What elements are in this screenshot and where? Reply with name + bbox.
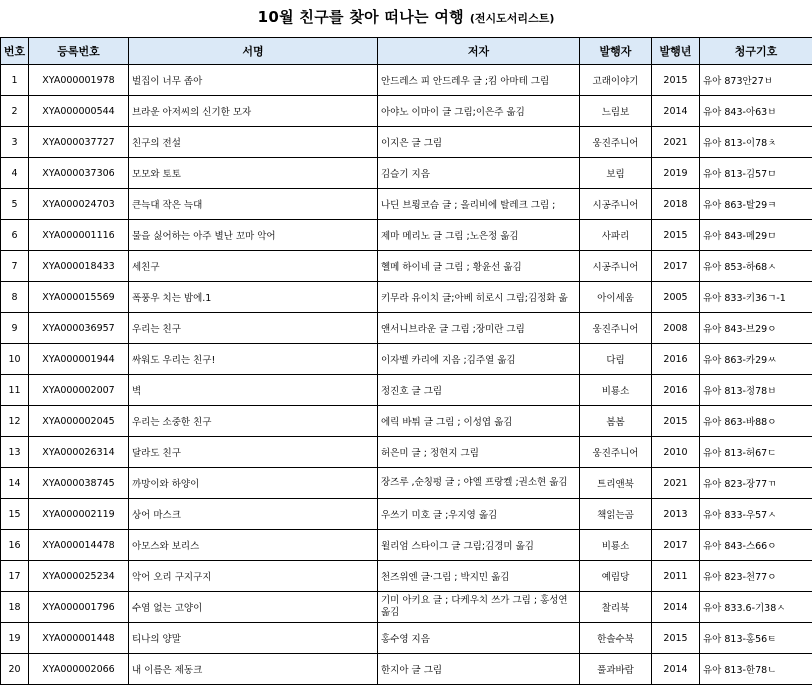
cell-year: 2014 (652, 96, 700, 127)
cell-year: 2005 (652, 282, 700, 313)
cell-publisher: 책읽는곰 (580, 499, 652, 530)
cell-publisher: 비룡소 (580, 375, 652, 406)
cell-title: 모모와 토토 (129, 158, 378, 189)
col-header-title: 서명 (129, 38, 378, 65)
table-row (1, 282, 812, 313)
table-row (1, 561, 812, 592)
cell-registration: XYA000001116 (29, 220, 129, 251)
cell-publisher: 웅진주니어 (580, 437, 652, 468)
col-header-publisher: 발행자 (580, 38, 652, 65)
table-row (1, 96, 812, 127)
table-row (1, 406, 812, 437)
cell-year: 2017 (652, 251, 700, 282)
cell-registration: XYA000038745 (29, 468, 129, 499)
cell-title: 상어 마스크 (129, 499, 378, 530)
cell-title: 친구의 전설 (129, 127, 378, 158)
col-header-call-number: 청구기호 (700, 38, 812, 65)
cell-registration: XYA000015569 (29, 282, 129, 313)
cell-author: 앤서니브라운 글 그림 ;장미란 그림 (378, 313, 580, 344)
cell-call-number: 유아 873안27ㅂ (700, 65, 812, 96)
table-row (1, 220, 812, 251)
table-row (1, 468, 812, 499)
table-row (1, 530, 812, 561)
cell-year: 2015 (652, 220, 700, 251)
cell-title: 폭풍우 치는 밤에.1 (129, 282, 378, 313)
cell-number: 16 (1, 530, 29, 561)
cell-year: 2015 (652, 65, 700, 96)
cell-call-number: 유아 833.6-기38ㅅ (700, 592, 812, 623)
cell-registration: XYA000002045 (29, 406, 129, 437)
cell-call-number: 유아 823-장77ㄲ (700, 468, 812, 499)
cell-number: 5 (1, 189, 29, 220)
cell-year: 2011 (652, 561, 700, 592)
cell-registration: XYA000014478 (29, 530, 129, 561)
col-header-author: 저자 (378, 38, 580, 65)
cell-call-number: 유아 833-키36ㄱ-1 (700, 282, 812, 313)
cell-title: 싸워도 우리는 친구! (129, 344, 378, 375)
cell-title: 우리는 친구 (129, 313, 378, 344)
cell-publisher: 시공주니어 (580, 189, 652, 220)
cell-publisher: 느림보 (580, 96, 652, 127)
table-row (1, 623, 812, 654)
cell-title: 달라도 친구 (129, 437, 378, 468)
cell-publisher: 비룡소 (580, 530, 652, 561)
cell-title: 까망이와 하양이 (129, 468, 378, 499)
cell-author: 홍수영 지음 (378, 623, 580, 654)
cell-year: 2017 (652, 530, 700, 561)
cell-year: 2016 (652, 344, 700, 375)
cell-author: 이자벨 카리에 지음 ;김주열 옮김 (378, 344, 580, 375)
cell-registration: XYA000025234 (29, 561, 129, 592)
table-row (1, 158, 812, 189)
cell-publisher: 봄봄 (580, 406, 652, 437)
cell-publisher: 시공주니어 (580, 251, 652, 282)
cell-number: 15 (1, 499, 29, 530)
cell-registration: XYA000037306 (29, 158, 129, 189)
cell-call-number: 유아 813-홍56ㅌ (700, 623, 812, 654)
cell-registration: XYA000037727 (29, 127, 129, 158)
cell-publisher: 풀과바람 (580, 654, 652, 685)
cell-number: 13 (1, 437, 29, 468)
cell-author: 제마 메리노 글 그림 ;노은정 옮김 (378, 220, 580, 251)
cell-title: 수염 없는 고양이 (129, 592, 378, 623)
cell-title: 세친구 (129, 251, 378, 282)
table-row (1, 344, 812, 375)
cell-publisher: 보림 (580, 158, 652, 189)
cell-number: 18 (1, 592, 29, 623)
cell-title: 티나의 양말 (129, 623, 378, 654)
cell-author: 안드레스 피 안드레우 글 ;킴 아마테 그림 (378, 65, 580, 96)
cell-call-number: 유아 863-카29ㅆ (700, 344, 812, 375)
cell-publisher: 사파리 (580, 220, 652, 251)
cell-year: 2014 (652, 654, 700, 685)
cell-number: 1 (1, 65, 29, 96)
cell-registration: XYA000001978 (29, 65, 129, 96)
cell-publisher: 웅진주니어 (580, 313, 652, 344)
cell-year: 2010 (652, 437, 700, 468)
cell-title: 물을 싫어하는 아주 별난 꼬마 악어 (129, 220, 378, 251)
cell-call-number: 유아 813-허67ㄷ (700, 437, 812, 468)
cell-year: 2015 (652, 623, 700, 654)
cell-title: 아모스와 보리스 (129, 530, 378, 561)
header-row (1, 38, 812, 65)
cell-call-number: 유아 813-이78ㅊ (700, 127, 812, 158)
cell-year: 2013 (652, 499, 700, 530)
col-header-year: 발행년 (652, 38, 700, 65)
cell-author: 장즈루 ,순칭펑 글 ; 야엘 프랑켈 ;권소현 옮김 (378, 468, 580, 499)
cell-call-number: 유아 843-아63ㅂ (700, 96, 812, 127)
cell-number: 20 (1, 654, 29, 685)
cell-author: 김슬기 지음 (378, 158, 580, 189)
cell-number: 2 (1, 96, 29, 127)
cell-number: 19 (1, 623, 29, 654)
cell-year: 2018 (652, 189, 700, 220)
cell-call-number: 유아 813-한78ㄴ (700, 654, 812, 685)
cell-number: 3 (1, 127, 29, 158)
cell-registration: XYA000001448 (29, 623, 129, 654)
cell-title: 우리는 소중한 친구 (129, 406, 378, 437)
cell-title: 악어 오리 구지구지 (129, 561, 378, 592)
cell-number: 12 (1, 406, 29, 437)
table-row (1, 313, 812, 344)
cell-number: 9 (1, 313, 29, 344)
cell-year: 2016 (652, 375, 700, 406)
cell-registration: XYA000018433 (29, 251, 129, 282)
cell-author: 정진호 글 그림 (378, 375, 580, 406)
cell-author: 나딘 브룅코슴 글 ; 올리비에 탈레크 그림 ; (378, 189, 580, 220)
cell-publisher: 트리앤북 (580, 468, 652, 499)
cell-registration: XYA000026314 (29, 437, 129, 468)
cell-author: 천즈위엔 글·그림 ; 박지민 옮김 (378, 561, 580, 592)
cell-call-number: 유아 843-스66ㅇ (700, 530, 812, 561)
cell-author: 윌리엄 스타이그 글 그림;김경미 옮김 (378, 530, 580, 561)
document-title (0, 0, 812, 36)
cell-number: 17 (1, 561, 29, 592)
cell-number: 6 (1, 220, 29, 251)
table-row (1, 65, 812, 96)
cell-registration: XYA000024703 (29, 189, 129, 220)
col-header-number: 번호 (1, 38, 29, 65)
cell-publisher: 아이세움 (580, 282, 652, 313)
table-row (1, 499, 812, 530)
table-row (1, 189, 812, 220)
cell-number: 14 (1, 468, 29, 499)
cell-title: 벌집이 너무 좁아 (129, 65, 378, 96)
cell-registration: XYA000001796 (29, 592, 129, 623)
cell-registration: XYA000036957 (29, 313, 129, 344)
cell-author: 허은미 글 ; 정현지 그림 (378, 437, 580, 468)
cell-number: 8 (1, 282, 29, 313)
cell-year: 2021 (652, 468, 700, 499)
cell-author: 우쓰기 미호 글 ;우지영 옮김 (378, 499, 580, 530)
cell-publisher: 웅진주니어 (580, 127, 652, 158)
cell-call-number: 유아 833-우57ㅅ (700, 499, 812, 530)
book-list-table (0, 37, 812, 685)
cell-number: 10 (1, 344, 29, 375)
cell-call-number: 유아 853-하68ㅅ (700, 251, 812, 282)
cell-publisher: 한솔수북 (580, 623, 652, 654)
col-header-registration: 등록번호 (29, 38, 129, 65)
cell-publisher: 고래이야기 (580, 65, 652, 96)
cell-registration: XYA000001944 (29, 344, 129, 375)
cell-title: 브라운 아저씨의 신기한 모자 (129, 96, 378, 127)
cell-year: 2014 (652, 592, 700, 623)
cell-call-number: 유아 863-바88ㅇ (700, 406, 812, 437)
cell-author: 키무라 유이치 글;아베 히로시 그림;김정화 옮 (378, 282, 580, 313)
table-row (1, 592, 812, 623)
cell-year: 2019 (652, 158, 700, 189)
cell-call-number: 유아 813-김57ㅁ (700, 158, 812, 189)
cell-author: 아야노 이마이 글 그림;이은주 옮김 (378, 96, 580, 127)
cell-call-number: 유아 823-천77ㅇ (700, 561, 812, 592)
table-row (1, 375, 812, 406)
title-main: 10월 친구를 찾아 떠나는 여행 (257, 8, 464, 26)
table-row (1, 437, 812, 468)
cell-author: 기미 아키요 글 ; 다케우치 쓰가 그림 ; 홍성연 옮김 (378, 592, 580, 623)
cell-registration: XYA000002007 (29, 375, 129, 406)
cell-author: 에릭 바튀 글 그림 ; 이성엽 옮김 (378, 406, 580, 437)
cell-year: 2008 (652, 313, 700, 344)
cell-year: 2021 (652, 127, 700, 158)
title-subtitle: (전시도서리스트) (469, 12, 555, 25)
table-row (1, 127, 812, 158)
cell-publisher: 예림당 (580, 561, 652, 592)
cell-title: 벽 (129, 375, 378, 406)
cell-registration: XYA000002066 (29, 654, 129, 685)
cell-publisher: 다림 (580, 344, 652, 375)
cell-author: 한지아 글 그림 (378, 654, 580, 685)
cell-publisher: 찰리북 (580, 592, 652, 623)
cell-number: 4 (1, 158, 29, 189)
cell-call-number: 유아 813-정78ㅂ (700, 375, 812, 406)
cell-title: 내 이름은 제동크 (129, 654, 378, 685)
table-row (1, 251, 812, 282)
cell-author: 헬메 하이네 글 그림 ; 황윤선 옮김 (378, 251, 580, 282)
cell-call-number: 유아 863-탈29ㅋ (700, 189, 812, 220)
cell-number: 7 (1, 251, 29, 282)
cell-registration: XYA000002119 (29, 499, 129, 530)
cell-year: 2015 (652, 406, 700, 437)
cell-author: 이지은 글 그림 (378, 127, 580, 158)
cell-registration: XYA000000544 (29, 96, 129, 127)
cell-call-number: 유아 843-브29ㅇ (700, 313, 812, 344)
cell-number: 11 (1, 375, 29, 406)
table-row (1, 654, 812, 685)
cell-call-number: 유아 843-메29ㅁ (700, 220, 812, 251)
cell-title: 큰늑대 작은 늑대 (129, 189, 378, 220)
